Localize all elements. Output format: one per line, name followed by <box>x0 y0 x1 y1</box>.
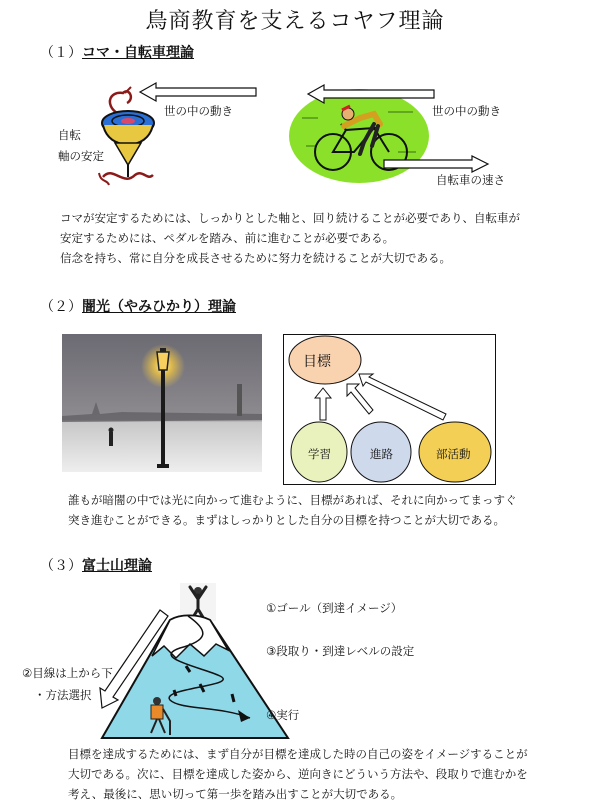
section-2-paragraph <box>68 490 517 530</box>
section-3-heading <box>40 555 152 575</box>
section-2-number: （２） <box>40 299 82 315</box>
top-motion-arrow <box>140 82 258 102</box>
section-1-paragraph <box>60 208 520 268</box>
career-label: 進路 <box>370 447 393 461</box>
goal-label: 目標 <box>303 354 331 370</box>
top-axis-label: 軸の安定 <box>58 149 104 163</box>
section-1-number: （１） <box>40 45 82 61</box>
paragraph-line: 目標を達成するためには、まず自分が目標を達成した時の自己の姿をイメージすることが <box>68 747 528 761</box>
section-3-paragraph <box>68 744 528 804</box>
paragraph-line: 安定するためには、ペダルを踏み、前に進むことが必要である。 <box>60 231 395 245</box>
bike-motion-label: 世の中の動き <box>432 104 501 118</box>
paragraph-line: 突き進むことができる。まずはしっかりとした自分の目標を持つことが大切である。 <box>68 513 505 527</box>
bike-motion-arrow <box>308 84 436 104</box>
bike-speed-arrow <box>384 155 490 173</box>
lamp-photo <box>62 334 262 472</box>
bike-speed-label: 自転車の速さ <box>436 173 505 187</box>
goal-image-label: ①ゴール（到達イメージ） <box>266 601 403 615</box>
section-3-title: 富士山理論 <box>82 558 152 574</box>
page-title: 鳥商教育を支えるコヤフ理論 <box>145 9 445 34</box>
club-label: 部活動 <box>436 447 471 461</box>
method-label: ・方法選択 <box>34 688 92 702</box>
paragraph-line: 誰もが暗闇の中では光に向かって進むように、目標があれば、それに向かってまっすぐ <box>68 493 517 507</box>
top-motion-label: 世の中の動き <box>164 104 233 118</box>
section-1-heading <box>40 42 194 62</box>
gaze-label: ②目線は上から下 <box>22 666 113 680</box>
planning-label: ③段取り・到達レベルの設定 <box>266 644 415 658</box>
top-down-arrow <box>96 608 170 710</box>
paragraph-line: 信念を持ち、常に自分を成長させるために努力を続けることが大切である。 <box>60 251 451 265</box>
section-1-title: コマ・自転車理論 <box>82 45 194 61</box>
execute-label: ④実行 <box>266 708 300 722</box>
section-2-heading <box>40 296 236 316</box>
paragraph-line: 大切である。次に、目標を達成した姿から、逆向きにどういう方法や、段取りで進むかを <box>68 767 528 781</box>
top-rotation-label: 自転 <box>58 128 81 142</box>
paragraph-line: コマが安定するためには、しっかりとした軸と、回り続けることが必要であり、自転車が <box>60 211 520 225</box>
section-3-number: （３） <box>40 558 82 574</box>
study-label: 学習 <box>308 447 331 461</box>
section-2-title: 闇光（やみひかり）理論 <box>82 299 236 315</box>
paragraph-line: 考え、最後に、思い切って第一歩を踏み出すことが大切である。 <box>68 787 403 801</box>
